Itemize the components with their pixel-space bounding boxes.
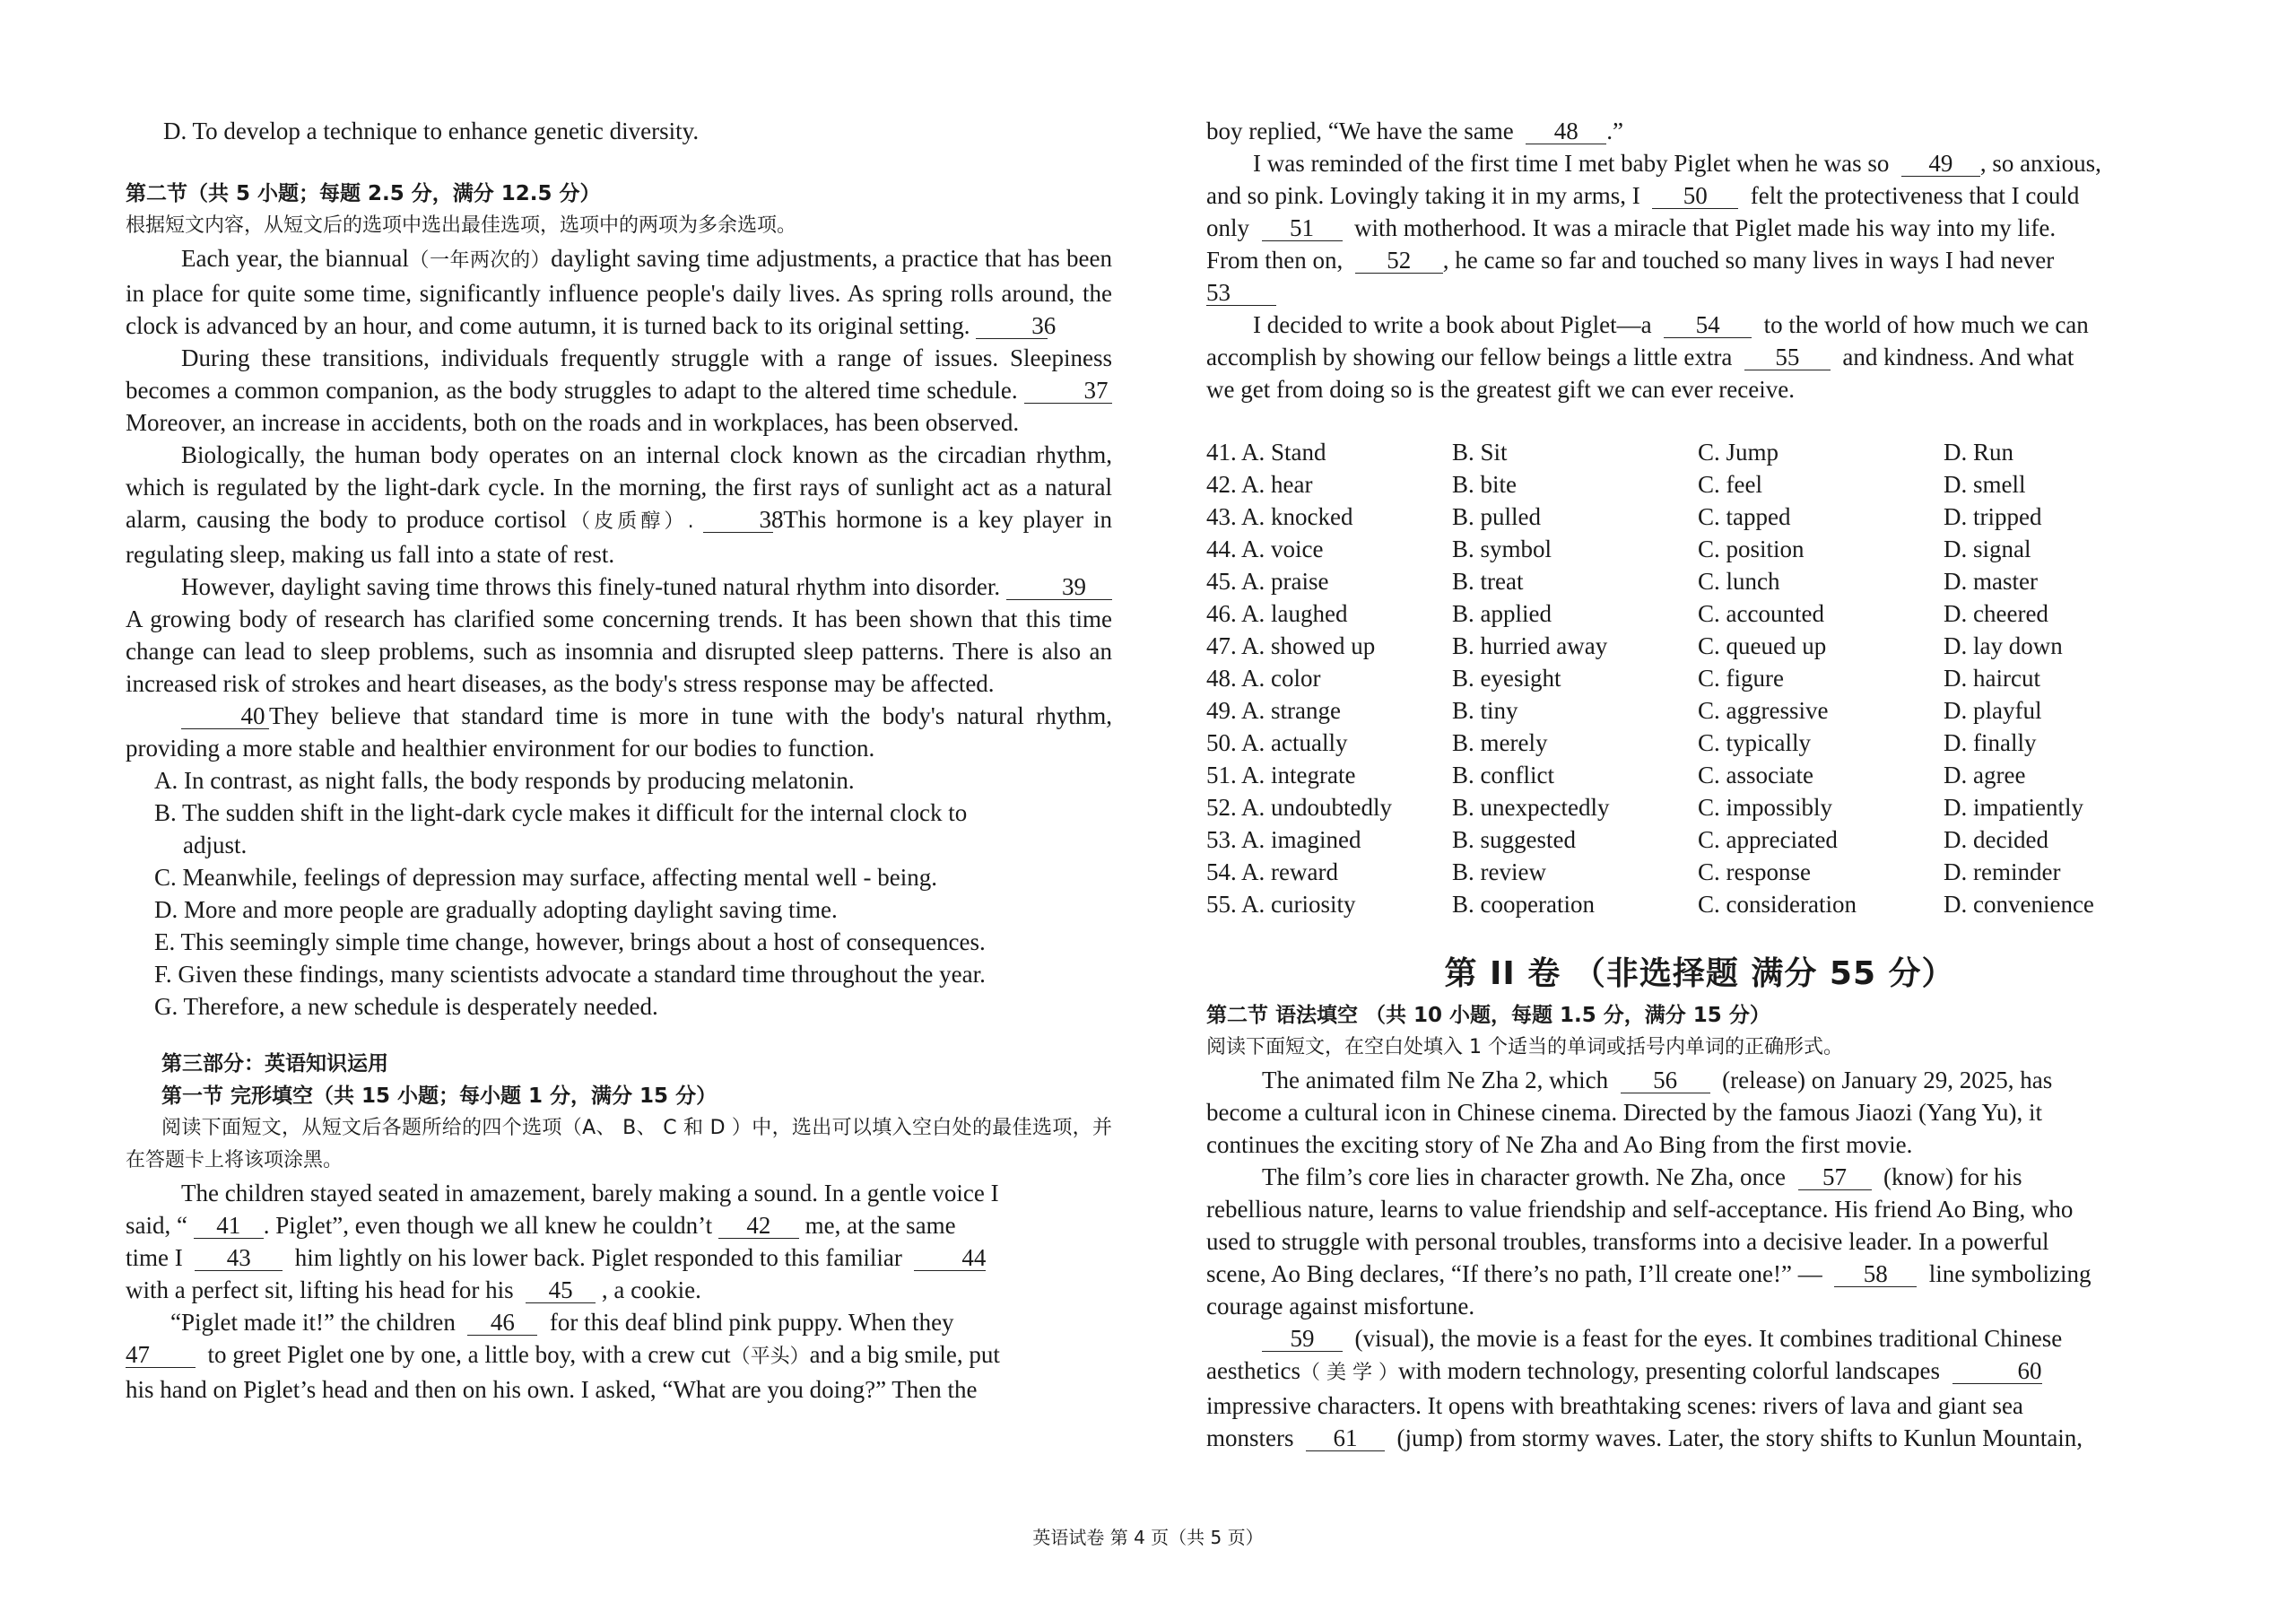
right-column [1206, 115, 2193, 1454]
choice-option: B. tiny [1452, 697, 1518, 724]
answer-blank: 46 [467, 1310, 537, 1336]
cloze-line: 47 to greet Piglet one by one, a little boy, with a crew cut（平头）and a big smile, put [126, 1341, 1000, 1368]
answer-blank: 61 [1306, 1425, 1385, 1451]
grammar-line: The film’s core lies in character growth. Ne Zha, once 57 (know) for his [1262, 1163, 2022, 1190]
choice-option: B. suggested [1452, 826, 1576, 853]
answer-blank: 36 [976, 313, 1048, 339]
grammar-line: The animated film Ne Zha 2, which 56 (release) on January 29, 2025, has [1262, 1067, 2053, 1093]
grammar-instruction: 阅读下面短文，在空白处填入 1 个适当的单词或括号内单词的正确形式。 [1206, 1036, 1843, 1058]
choice-option: D. playful [1944, 697, 2042, 724]
answer-blank: 44 [914, 1245, 986, 1271]
choice-option: B. bite [1452, 471, 1517, 498]
choice-option: C. appreciated [1698, 826, 1838, 853]
choice-option: C. Jump [1698, 439, 1779, 466]
choice-row [1206, 694, 2186, 727]
grammar-line: impressive characters. It opens with breathtaking scenes: rivers of lava and giant sea [1206, 1392, 2023, 1419]
choice-option: C. consideration [1698, 891, 1857, 918]
answer-blank: 53 [1206, 280, 1276, 306]
choice-option: B. treat [1452, 568, 1524, 595]
option-b: B. The sudden shift in the light-dark cycle makes it difficult for the internal clock to [154, 799, 968, 826]
choice-row [1206, 791, 2186, 823]
choice-option: 50. A. actually [1206, 729, 1348, 756]
choice-option: 43. A. knocked [1206, 503, 1353, 530]
cloze-line: “Piglet made it!” the children 46 for this deaf blind pink puppy. When they [170, 1309, 954, 1336]
choice-option: D. signal [1944, 536, 2031, 562]
answer-blank: 40 [181, 703, 269, 729]
volume-title: 第 II 卷 （非选择题 满分 55 分） [1444, 955, 1955, 992]
cloze-line: From then on, 52 , he came so far and touched so many lives in ways I had never [1206, 247, 2055, 274]
choice-option: D. haircut [1944, 665, 2040, 692]
choice-option: D. decided [1944, 826, 2048, 853]
answer-blank: 60 [1952, 1358, 2042, 1384]
answer-blank: 49 [1901, 151, 1980, 177]
answer-blank: 39 [1006, 574, 1112, 600]
answer-blank: 38 [703, 507, 773, 533]
choice-option: D. Run [1944, 439, 2014, 466]
cloze-line: I was reminded of the first time I met baby Piglet when he was so 49 , so anxious, [1253, 150, 2101, 177]
answer-blank: 55 [1744, 344, 1831, 370]
grammar-line: become a cultural icon in Chinese cinema. Directed by the famous Jiaozi (Yang Yu), it [1206, 1099, 2042, 1126]
choice-row [1206, 468, 2186, 501]
choices-table [1206, 436, 2186, 920]
page-footer: 英语试卷 第 4 页（共 5 页） [1032, 1527, 1264, 1548]
choice-option: B. review [1452, 858, 1546, 885]
option-c: C. Meanwhile, feelings of depression may surface, affecting mental well - being. [154, 864, 937, 891]
choice-option: D. cheered [1944, 600, 2048, 627]
answer-blank: 50 [1652, 183, 1738, 209]
grammar-line: rebellious nature, learns to value friendship and self-acceptance. His friend Ao Bing, who [1206, 1196, 2074, 1223]
choice-option: D. tripped [1944, 503, 2042, 530]
choice-option: B. applied [1452, 600, 1552, 627]
prev-question-option-d: D. To develop a technique to enhance genetic diversity. [163, 118, 700, 144]
passage-paragraph: During these transitions, individuals frequently struggle with a range of issues. Sleepiness becomes a common companion, as the body struggles to adapt to the altered time schedule. 37 Moreover, an increase in accidents, both on the roads and in workplaces, has been observed. [126, 344, 1112, 436]
cloze-line: The children stayed seated in amazement, barely making a sound. In a gentle voice I [181, 1180, 999, 1206]
choice-option: D. master [1944, 568, 2038, 595]
choice-option: 47. A. showed up [1206, 632, 1376, 659]
cloze-line: with a perfect sit, lifting his head for his 45 , a cookie. [126, 1276, 701, 1303]
choice-option: B. merely [1452, 729, 1548, 756]
choice-row [1206, 565, 2186, 597]
cloze-line: his hand on Piglet’s head and then on his own. I asked, “What are you doing?” Then the [126, 1376, 978, 1403]
cloze-line: and so pink. Lovingly taking it in my arms, I 50 felt the protectiveness that I could [1206, 182, 2080, 209]
choice-option: C. feel [1698, 471, 1762, 498]
choice-option: D. convenience [1944, 891, 2094, 918]
part-heading: 第三部分：英语知识运用 [161, 1052, 388, 1076]
choice-option: B. symbol [1452, 536, 1552, 562]
choice-option: B. Sit [1452, 439, 1508, 466]
option-b-continued: adjust. [183, 832, 248, 858]
choice-option: 51. A. integrate [1206, 762, 1356, 788]
choice-option: C. typically [1698, 729, 1811, 756]
choice-option: 55. A. curiosity [1206, 891, 1356, 918]
choice-row [1206, 630, 2186, 662]
grammar-line: courage against misfortune. [1206, 1293, 1475, 1320]
answer-blank: 43 [195, 1245, 283, 1271]
answer-blank: 47 [126, 1342, 196, 1368]
choice-row [1206, 662, 2186, 694]
choice-row [1206, 888, 2186, 920]
cloze-line: said, “ 41 . Piglet”, even though we all knew he couldn’t 42 me, at the same [126, 1212, 956, 1239]
choice-row [1206, 597, 2186, 630]
choice-option: B. unexpectedly [1452, 794, 1610, 821]
cloze-line: accomplish by showing our fellow beings a little extra 55 and kindness. And what [1206, 344, 2074, 370]
answer-blank: 59 [1262, 1326, 1343, 1352]
choice-row [1206, 823, 2186, 856]
option-e: E. This seemingly simple time change, however, brings about a host of consequences. [154, 928, 986, 955]
passage-paragraph: However, daylight saving time throws this finely-tuned natural rhythm into disorder. 39 A growing body of research has clarified some concerning trends. It has been shown that this time change can lead to sleep problems, such as insomnia and disrupted sleep patterns. There is also an increased risk of strokes and heart diseases, as the body's stress response may be affected. [126, 573, 1112, 697]
choice-option: B. cooperation [1452, 891, 1595, 918]
answer-blank: 58 [1834, 1261, 1917, 1287]
option-d: D. More and more people are gradually adopting daylight saving time. [154, 896, 838, 923]
choice-option: D. finally [1944, 729, 2037, 756]
option-g: G. Therefore, a new schedule is desperately needed. [154, 993, 658, 1020]
answer-blank: 52 [1355, 248, 1443, 274]
cloze-heading: 第一节 完形填空（共 15 小题；每小题 1 分，满分 15 分） [161, 1084, 718, 1108]
choice-option: C. lunch [1698, 568, 1780, 595]
choice-option: B. eyesight [1452, 665, 1561, 692]
option-f: F. Given these findings, many scientists advocate a standard time throughout the year. [154, 961, 986, 988]
grammar-line: monsters 61 (jump) from stormy waves. Later, the story shifts to Kunlun Mountain, [1206, 1424, 2083, 1451]
choice-option: 49. A. strange [1206, 697, 1341, 724]
choice-option: C. tapped [1698, 503, 1791, 530]
choice-option: 48. A. color [1206, 665, 1321, 692]
choice-option: 42. A. hear [1206, 471, 1313, 498]
choice-option: C. impossibly [1698, 794, 1833, 821]
cloze-line: boy replied, “We have the same 48 .” [1206, 118, 1623, 144]
grammar-heading: 第二节 语法填空 （共 10 小题，每题 1.5 分，满分 15 分） [1206, 1004, 1770, 1027]
choice-option: C. associate [1698, 762, 1813, 788]
answer-blank: 48 [1526, 118, 1606, 144]
choice-row [1206, 727, 2186, 759]
left-column [126, 115, 1112, 1406]
choice-option: B. pulled [1452, 503, 1541, 530]
choice-option: 45. A. praise [1206, 568, 1329, 595]
choice-option: C. accounted [1698, 600, 1824, 627]
choice-option: D. impatiently [1944, 794, 2083, 821]
choice-option: 41. A. Stand [1206, 439, 1326, 466]
cloze-line: we get from doing so is the greatest gift we can ever receive. [1206, 376, 1795, 403]
choice-row [1206, 436, 2186, 468]
cloze-line [1206, 276, 2193, 309]
cloze-line: time I 43 him lightly on his lower back. Piglet responded to this familiar 44 [126, 1244, 987, 1271]
choice-option: B. conflict [1452, 762, 1554, 788]
choice-option: C. figure [1698, 665, 1784, 692]
grammar-line: aesthetics（ 美 学 ）with modern technology, presenting colorful landscapes 60 [1206, 1357, 2042, 1384]
choice-row [1206, 856, 2186, 888]
cloze-line: only 51 with motherhood. It was a miracle that Piglet made his way into my life. [1206, 214, 2057, 241]
answer-blank: 37 [1024, 378, 1112, 404]
choice-option: C. aggressive [1698, 697, 1829, 724]
choice-row [1206, 759, 2186, 791]
answer-blank: 57 [1798, 1164, 1872, 1190]
choice-option: C. queued up [1698, 632, 1827, 659]
choice-option: 52. A. undoubtedly [1206, 794, 1392, 821]
option-a: A. In contrast, as night falls, the body responds by producing melatonin. [154, 767, 855, 794]
choice-row [1206, 501, 2186, 533]
cloze-line: I decided to write a book about Piglet—a 54 to the world of how much we can [1253, 311, 2089, 338]
answer-blank: 45 [526, 1277, 596, 1303]
answer-blank: 42 [718, 1213, 799, 1239]
section-instruction: 根据短文内容，从短文后的选项中选出最佳选项，选项中的两项为多余选项。 [126, 214, 797, 237]
choice-option: C. position [1698, 536, 1805, 562]
choice-option: 54. A. reward [1206, 858, 1338, 885]
choice-option: D. lay down [1944, 632, 2063, 659]
choice-row [1206, 533, 2186, 565]
passage-paragraph: 40 They believe that standard time is more in tune with the body's natural rhythm, providing a more stable and healthier environment for our bodies to function. [126, 702, 1112, 762]
choice-option: B. hurried away [1452, 632, 1608, 659]
choice-option: 44. A. voice [1206, 536, 1324, 562]
choice-option: D. reminder [1944, 858, 2061, 885]
section-heading: 第二节（共 5 小题；每题 2.5 分，满分 12.5 分） [126, 182, 601, 205]
choice-option: D. agree [1944, 762, 2026, 788]
passage-paragraph: Each year, the biannual（一年两次的）daylight saving time adjustments, a practice that has been in place for quite some time, significantly influence people's daily lives. As spring rolls around, the clock is advanced by an hour, and come autumn, it is turned back to its original setting. 36 [126, 245, 1112, 339]
grammar-line: 59 (visual), the movie is a feast for the eyes. It combines traditional Chinese [1206, 1322, 2193, 1354]
choice-option: 46. A. laughed [1206, 600, 1348, 627]
choice-option: C. response [1698, 858, 1811, 885]
answer-blank: 41 [194, 1213, 264, 1239]
cloze-instruction: 阅读下面短文，从短文后各题所给的四个选项（A、 B、 C 和 D ）中，选出可以填入空白处的最佳选项，并在答题卡上将该项涂黑。 [126, 1117, 1112, 1171]
grammar-line: scene, Ao Bing declares, “If there’s no path, I’ll create one!” — 58 line symbolizing [1206, 1260, 2092, 1287]
answer-blank: 56 [1621, 1067, 1710, 1093]
choice-option: D. smell [1944, 471, 2026, 498]
grammar-line: used to struggle with personal troubles, transforms into a decisive leader. In a powerful [1206, 1228, 2049, 1255]
grammar-line: continues the exciting story of Ne Zha and Ao Bing from the first movie. [1206, 1131, 1913, 1158]
passage-paragraph: Biologically, the human body operates on an internal clock known as the circadian rhythm, which is regulated by the light-dark cycle. In the morning, the first rays of sunlight act as a natural alarm, causing the body to produce cortisol（皮质醇）. 38 This hormone is a key player in regulating sleep, making us fall into a state of rest. [126, 441, 1112, 568]
answer-blank: 51 [1262, 215, 1343, 241]
choice-option: 53. A. imagined [1206, 826, 1361, 853]
answer-blank: 54 [1664, 312, 1752, 338]
